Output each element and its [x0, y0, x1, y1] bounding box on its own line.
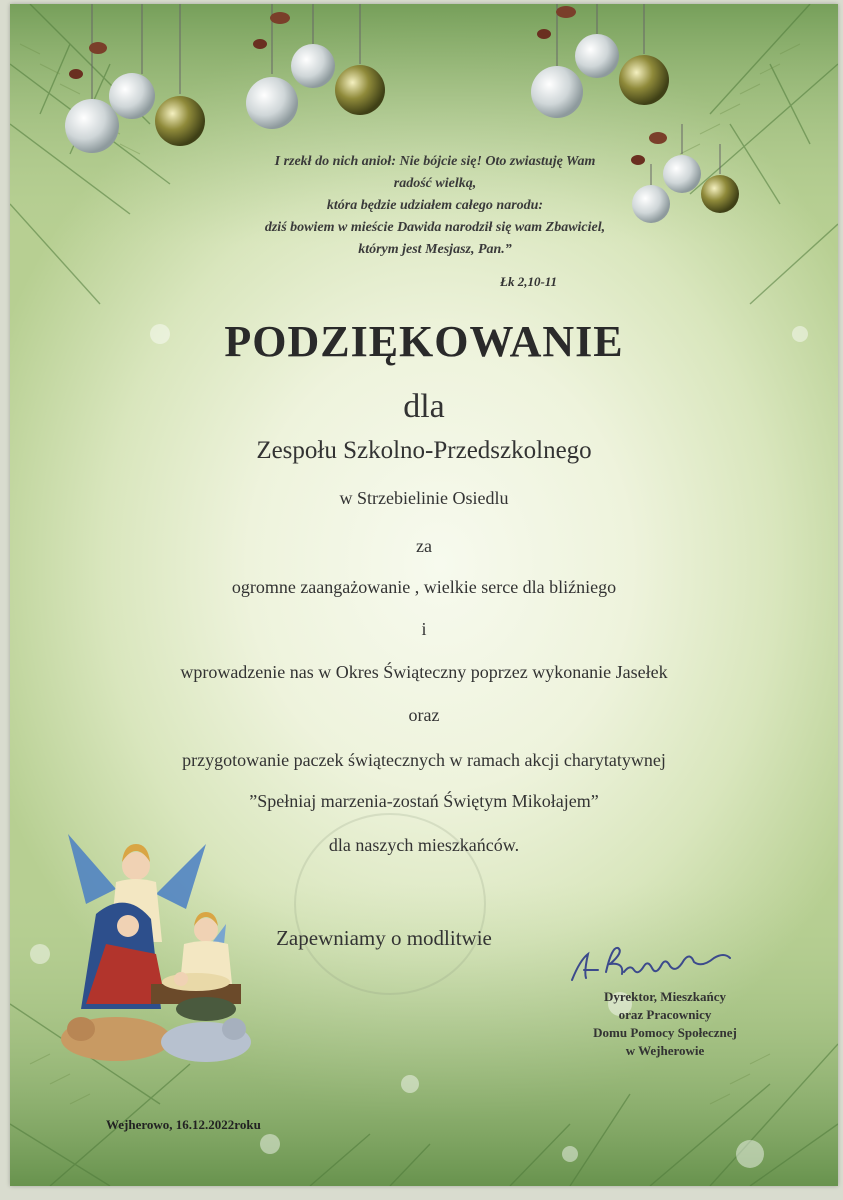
signer-line: Domu Pomocy Społecznej: [593, 1025, 737, 1040]
body-line: przygotowanie paczek świątecznych w ramach akcji charytatywnej: [182, 750, 666, 770]
quote-reference: Łk 2,10-11: [500, 274, 558, 289]
body-line: za: [416, 536, 432, 556]
recipient-prefix: dla: [403, 388, 445, 425]
bible-quote: [180, 151, 690, 261]
body-line: i: [421, 619, 427, 639]
signer-line: oraz Pracownicy: [618, 1007, 712, 1022]
issue-date: Wejherowo, 16.12.2022roku: [106, 1117, 261, 1132]
closing-text: Zapewniamy o modlitwie: [276, 926, 492, 950]
body-line: oraz: [408, 705, 440, 725]
certificate-sheet: [10, 4, 838, 1186]
body-line: dla naszych mieszkańców.: [328, 835, 520, 855]
body-line: ”Spełniaj marzenia-zostań Świętym Mikołajem”: [249, 791, 599, 811]
body-line: ogromne zaangażowanie , wielkie serce dla bliźniego: [231, 577, 617, 597]
handwritten-signature: [566, 942, 746, 987]
quote-line: którym jest Mesjasz, Pan.”: [358, 242, 512, 257]
recipient-name: Zespołu Szkolno-Przedszkolnego: [256, 437, 592, 464]
body-line: w Strzebielinie Osiedlu: [339, 488, 509, 508]
quote-line: radość wielką,: [393, 176, 477, 191]
page-title: PODZIĘKOWANIE: [224, 317, 624, 366]
signer-line: w Wejherowie: [625, 1043, 705, 1058]
quote-line: która będzie udziałem całego narodu:: [326, 198, 544, 213]
body-line: wprowadzenie nas w Okres Świąteczny poprzez wykonanie Jasełek: [180, 662, 668, 682]
signer-line: Dyrektor, Mieszkańcy: [603, 989, 727, 1004]
quote-line: dziś bowiem w mieście Dawida narodził się wam Zbawiciel,: [264, 220, 606, 235]
signature-block: [530, 988, 800, 1060]
quote-line: I rzekł do nich anioł: Nie bójcie się! Oto zwiastuję Wam: [274, 154, 596, 169]
